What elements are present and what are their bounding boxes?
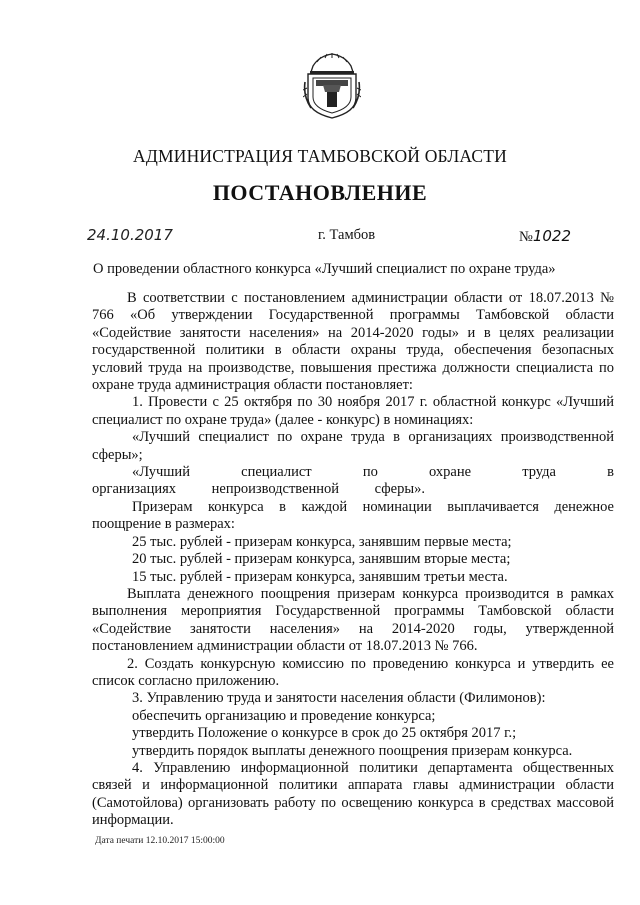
payment-paragraph: Выплата денежного поощрения призерам конкурса производится в рамках выполнения мероприятия Государственной программы Тамбовской области «Содействие занятости населения» на 2014-2020 годы, утвержденной постановлением администрации области от 18.07.2013 № 766. [92,585,614,655]
document-city: г. Тамбов [318,227,376,243]
item-3-paragraph: 3. Управлению труда и занятости населения области (Филимонов): [132,690,546,707]
number-label: № [519,229,533,245]
print-date-footer: Дата печати 12.10.2017 15:00:00 [95,836,225,846]
item-3b: утвердить Положение о конкурсе в срок до 25 октября 2017 г.; [132,725,517,742]
document-type-title: ПОСТАНОВЛЕНИЕ [212,180,428,205]
item-2-paragraph: 2. Создать конкурсную комиссию по проведению конкурса и утвердить ее список согласно приложению. [92,655,614,689]
document-body [92,290,614,830]
coat-of-arms-emblem [303,52,361,120]
document-subject: О проведении областного конкурса «Лучший специалист по охране труда» [93,261,556,277]
document-date: 24.10.2017 [87,226,173,244]
nomination-2: «Лучший специалист по охране труда в организациях непроизводственной сферы». [92,464,614,498]
prize-first: 25 тыс. рублей - призерам конкурса, занявшим первые места; [132,533,512,550]
item-1-paragraph: 1. Провести с 25 октября по 30 ноября 2017 г. областной конкурс «Лучший специалист по охране труда» (далее - конкурс) в номинациях: [92,394,614,428]
number-value: 1022 [532,227,572,245]
item-4-paragraph: 4. Управлению информационной политики департамента общественных связей и информационной политики аппарата главы администрации области (Самотойлова) организовать работу по освещению конкурса в средствах массовой информации. [92,759,614,829]
item-3c: утвердить порядок выплаты денежного поощрения призерам конкурса. [132,742,573,759]
nomination-1: «Лучший специалист по охране труда в организациях производственной сферы»; [92,429,614,463]
preamble-paragraph: В соответствии с постановлением администрации области от 18.07.2013 № 766 «Об утверждении Государственной программы Тамбовской области «Содействие занятости населения» на 2014-2020 годы» и в целях реализации государственной политики в области охраны труда, обеспечения безопасных условий труда на производстве, повышения престижа должности специалиста по охране труда администрация области постановляет: [92,290,614,394]
prize-second: 20 тыс. рублей - призерам конкурса, занявшим вторые места; [132,551,511,568]
document-number [519,227,571,246]
prize-third: 15 тыс. рублей - призерам конкурса, занявшим третьи места. [132,568,508,585]
item-3a: обеспечить организацию и проведение конкурса; [132,707,436,724]
organization-title: АДМИНИСТРАЦИЯ ТАМБОВСКОЙ ОБЛАСТИ [133,146,507,166]
prizes-intro-paragraph: Призерам конкурса в каждой номинации выплачивается денежное поощрение в размерах: [92,498,614,533]
